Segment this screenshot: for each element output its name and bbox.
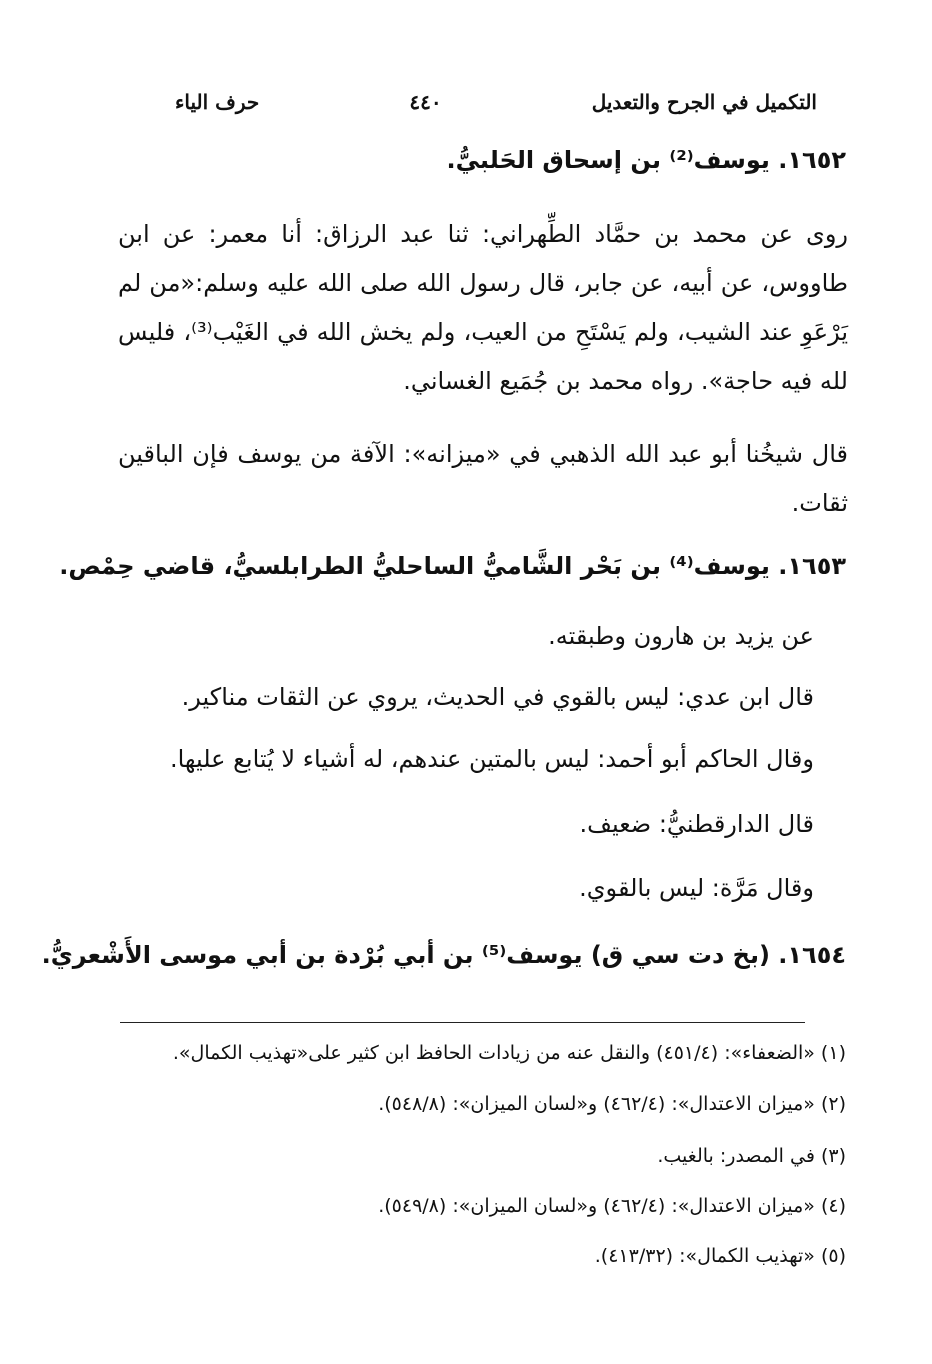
entry-1652-dhahabi-note: قال شيخُنا أبو عبد الله الذهبي في «ميزانه»: الآفة من يوسف فإن الباقين ثقات. — [118, 440, 848, 517]
entry-1653-line-3: وقال الحاكم أبو أحمد: ليس بالمتين عندهم، له أشياء لا يُتابع عليها. — [169, 745, 814, 773]
footnote-3: (٣) في المصدر: بالغيب. — [657, 1145, 846, 1167]
footnote-1: (١) «الضعفاء»: (٤٥١/٤) والنقل عنه من زيادات الحافظ ابن كثير على«تهذيب الكمال». — [172, 1042, 846, 1064]
entry-1654-heading: ١٦٥٤. (بخ دت سي ق) يوسف⁽⁵⁾ بن أبي بُرْدة بن أبي موسى الأَشْعريُّ. — [41, 941, 846, 969]
page-number: ٤٤٠ — [409, 90, 442, 114]
entry-1653-line-4: قال الدارقطنيُّ: ضعيف. — [579, 810, 814, 838]
entry-1653-line-5: وقال مَرَّة: ليس بالقوي. — [579, 874, 814, 902]
footnote-2: (٢) «ميزان الاعتدال»: (٤٦٢/٤) و«لسان الميزان»: (٥٤٨/٨). — [378, 1093, 846, 1115]
section-title: حرف الياء — [175, 90, 260, 114]
running-header — [175, 84, 817, 120]
entry-1653-line-1: عن يزيد بن هارون وطبقته. — [548, 622, 814, 650]
book-title: التكميل في الجرح والتعديل — [591, 90, 817, 114]
entry-1652-narration: روى عن محمد بن حمَّاد الطِّهراني: ثنا عبد الرزاق: أنا معمر: عن ابن طاووس، عن أبيه، عن جابر، قال رسول الله صلى الله عليه وسلم:«من لم يَرْعَوِ عند الشيب، ولم يَسْتَحِ من العيب، ولم يخش الله في الغَيْب⁽³⁾، فليس لله فيه حاجة». رواه محمد بن جُمَيع الغساني. — [118, 220, 849, 395]
entry-1653-heading: ١٦٥٣. يوسف⁽⁴⁾ بن بَحْر الشَّاميُّ الساحليُّ الطرابلسيُّ، قاضي حِمْص. — [59, 552, 846, 580]
footnote-4: (٤) «ميزان الاعتدال»: (٤٦٢/٤) و«لسان الميزان»: (٥٤٩/٨). — [378, 1195, 846, 1217]
footnote-divider — [120, 1022, 805, 1023]
footnote-5: (٥) «تهذيب الكمال»: (٤١٣/٣٢). — [594, 1245, 846, 1267]
entry-1652-heading: ١٦٥٢. يوسف⁽²⁾ بن إسحاق الحَلبيُّ. — [446, 146, 846, 174]
entry-1653-line-2: قال ابن عدي: ليس بالقوي في الحديث، يروي عن الثقات مناكير. — [181, 683, 814, 711]
